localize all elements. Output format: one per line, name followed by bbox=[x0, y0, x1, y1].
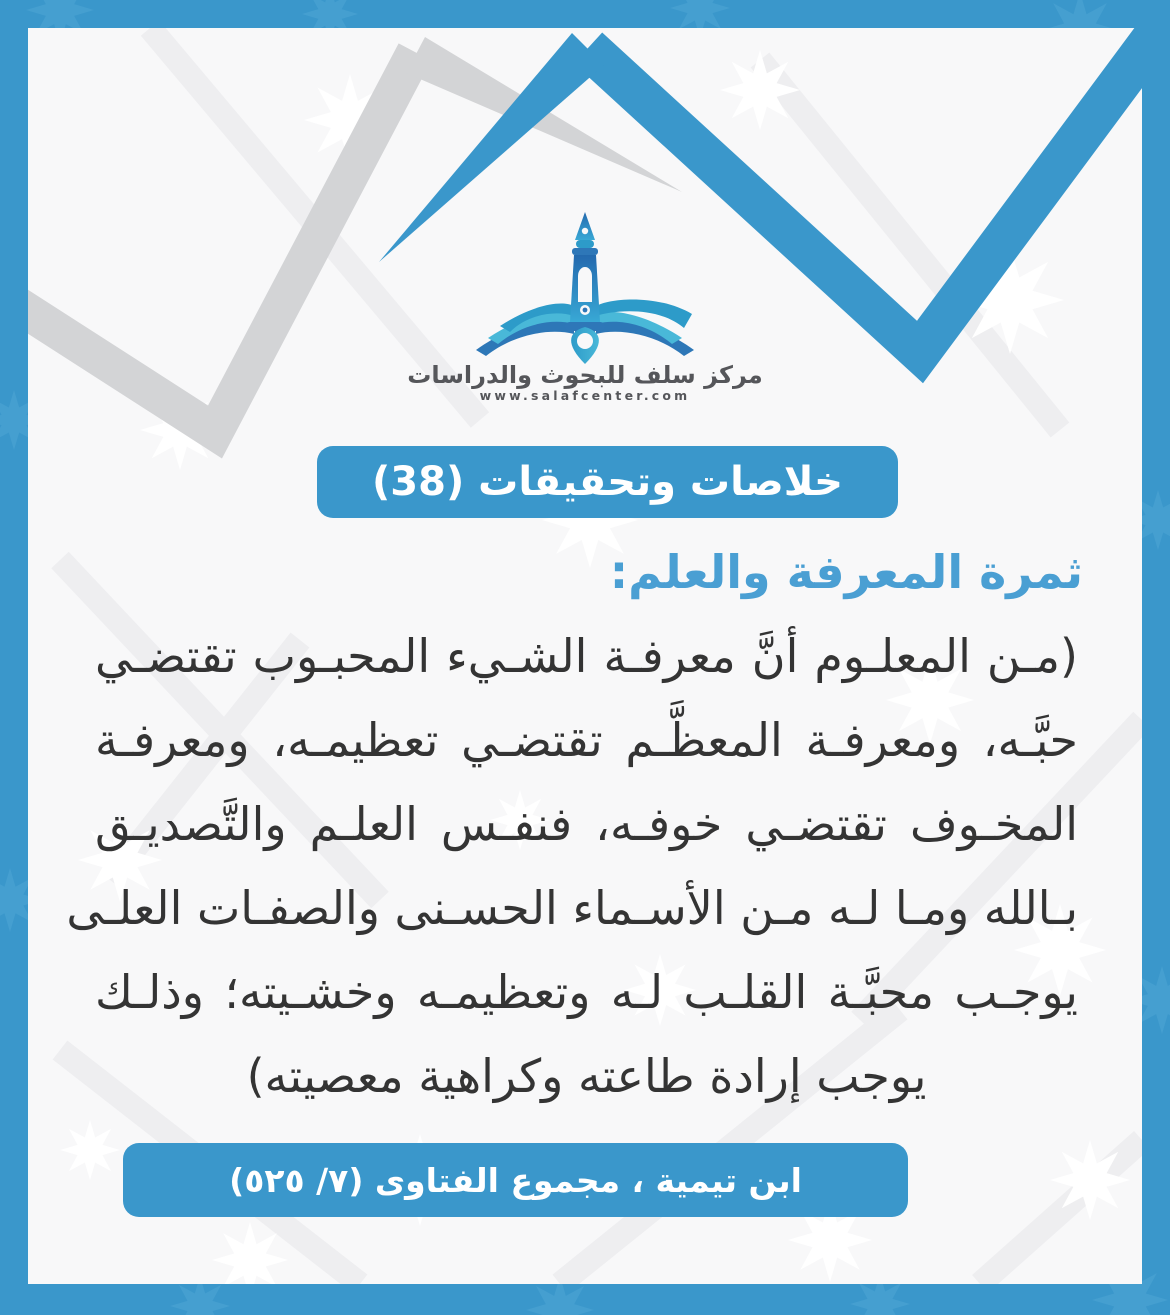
quote-body bbox=[66, 614, 1078, 1118]
salafcenter-logo-icon bbox=[462, 210, 708, 366]
minaret-tower bbox=[565, 212, 605, 364]
attribution-banner: ابن تيمية ، مجموع الفتاوى (٧/ ٥٢٥) bbox=[123, 1143, 908, 1217]
org-website: www.salafcenter.com bbox=[479, 388, 691, 403]
quote-line: يوجب إرادة طاعته وكراهية معصيته) bbox=[246, 1049, 927, 1103]
quote-line: بـالله ومـا لـه مـن الأسـماء الحسـنى والصفـات العلـى bbox=[66, 881, 1078, 935]
series-banner: خلاصات وتحقيقات (38) bbox=[317, 446, 898, 518]
quote-line: يوجـب محبَّـة القلـب لـه وتعظيمـه وخشـيته؛ وذلـك bbox=[95, 965, 1078, 1019]
quote-line: حبَّـه، ومعرفـة المعظَّـم تقتضـي تعظيمـه، ومعرفـة bbox=[95, 713, 1078, 767]
book-right-wing bbox=[596, 299, 694, 356]
quote-line: المخـوف تقتضـي خوفـه، فنفـس العلـم والتَّصديـق bbox=[95, 797, 1078, 851]
book-left-wing bbox=[476, 303, 574, 356]
quote-line: (مـن المعلـوم أنَّ معرفـة الشـيء المحبـوب تقتضـي bbox=[95, 629, 1078, 683]
quote-heading: ثمرة المعرفة والعلم: bbox=[609, 545, 1083, 599]
org-name: مركز سلف للبحوث والدراسات bbox=[407, 361, 763, 389]
